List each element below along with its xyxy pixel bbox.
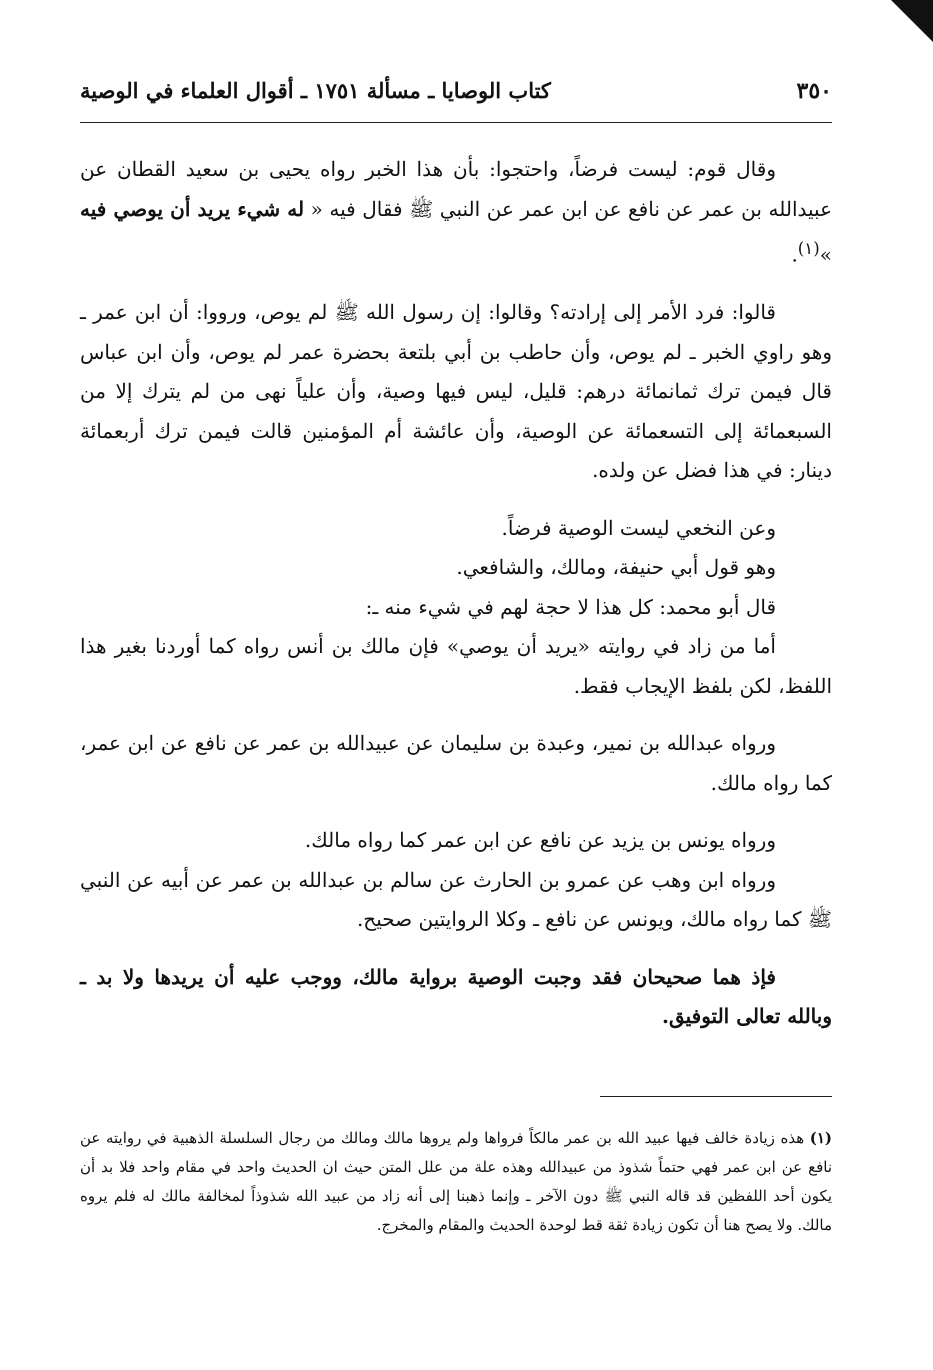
hadith-quote: له شيء يريد أن يوصي فيه	[80, 196, 305, 221]
paragraph-10: فإذ هما صحيحان فقد وجبت الوصية برواية مالك، ووجب عليه أن يريدها ولا بد ـ وبالله تعالى التوفيق.	[80, 964, 832, 1029]
quote-close: »	[819, 242, 832, 267]
paragraph-4: وهو قول أبي حنيفة، ومالك، والشافعي.	[456, 555, 776, 580]
footnote-ref: (١)	[797, 239, 820, 258]
paragraph-1	[80, 150, 832, 275]
paragraph-3: وعن النخعي ليست الوصية فرضاً.	[501, 515, 776, 540]
paragraph-5: قال أبو محمد: كل هذا لا حجة لهم في شيء منه ـ:	[365, 594, 776, 619]
footnote-number: (١)	[809, 1129, 832, 1147]
header-rule	[80, 122, 832, 123]
footnote	[80, 1124, 832, 1240]
page-corner-mark	[891, 0, 933, 42]
main-text	[80, 150, 832, 1055]
paragraph-6: أما من زاد في روايته «يريد أن يوصي» فإن مالك بن أنس رواه كما أوردنا بغير هذا اللفظ، لكن بلفظ الإيجاب فقط.	[80, 634, 832, 698]
paragraph-8: ورواه يونس بن يزيد عن نافع عن ابن عمر كما رواه مالك.	[304, 828, 776, 853]
page-number: ٣٥٠	[796, 78, 832, 104]
footnote-rule	[600, 1096, 832, 1097]
paragraph-7: ورواه عبدالله بن نمير، وعبدة بن سليمان عن عبيدالله بن عمر عن نافع عن ابن عمر، كما رواه مالك.	[80, 731, 832, 795]
page-header	[80, 72, 832, 116]
paragraph-2: قالوا: فرد الأمر إلى إرادته؟ وقالوا: إن رسول الله ﷺ لم يوص، ورووا: أن ابن عمر ـ وهو راوي الخبر ـ لم يوص، وأن حاطب بن أبي بلتعة بحضرة عمر لم يوص، وأن ابن عباس قال فيمن ترك ثمانمائة درهم: قليل، ليس فيها وصية، وأن علياً نهى من لم يترك إلا من السبعمائة إلى التسعمائة عن الوصية، وأن عائشة أم المؤمنين قالت فيمن ترك أربعمائة دينار: في هذا فضل عن ولده.	[80, 300, 832, 483]
paragraph-1-text: وقال قوم: ليست فرضاً، واحتجوا: بأن هذا الخبر رواه يحيى بن سعيد القطان عن عبيدالله بن عمر عن نافع عن ابن عمر عن النبي ﷺ فقال فيه «	[80, 157, 833, 221]
paragraph-9: ورواه ابن وهب عن عمرو بن الحارث عن سالم بن عبدالله بن عمر عن أبيه عن النبي ﷺ كما رواه مالك، ويونس عن نافع ـ وكلا الروايتين صحيح.	[80, 867, 832, 932]
running-title: كتاب الوصايا ـ مسألة ١٧٥١ ـ أقوال العلماء في الوصية	[80, 78, 551, 103]
footnote-text: هذه زيادة خالف فيها عبيد الله بن عمر مالكاً فرواها ولم يروها مالك ومالك من رجال السلسلة الذهبية في روايته عن نافع عن ابن عمر فهي حتماً شذوذ من عبيدالله وهذه علة من علل المتن حيث ان الحديث واحد في مقام واحد فلا بد أن يكون أحد اللفظين قد قاله النبي ﷺ دون الآخر ـ وإنما ذهبنا إلى أنه زاد من عبيد الله شذوذاً لمخالفة مالك له فلم يروه مالك. ولا يصح هنا أن تكون زيادة ثقة قط لوحدة الحديث والمقام والمخرج.	[80, 1129, 832, 1234]
paragraph-1-end: .	[791, 242, 798, 267]
